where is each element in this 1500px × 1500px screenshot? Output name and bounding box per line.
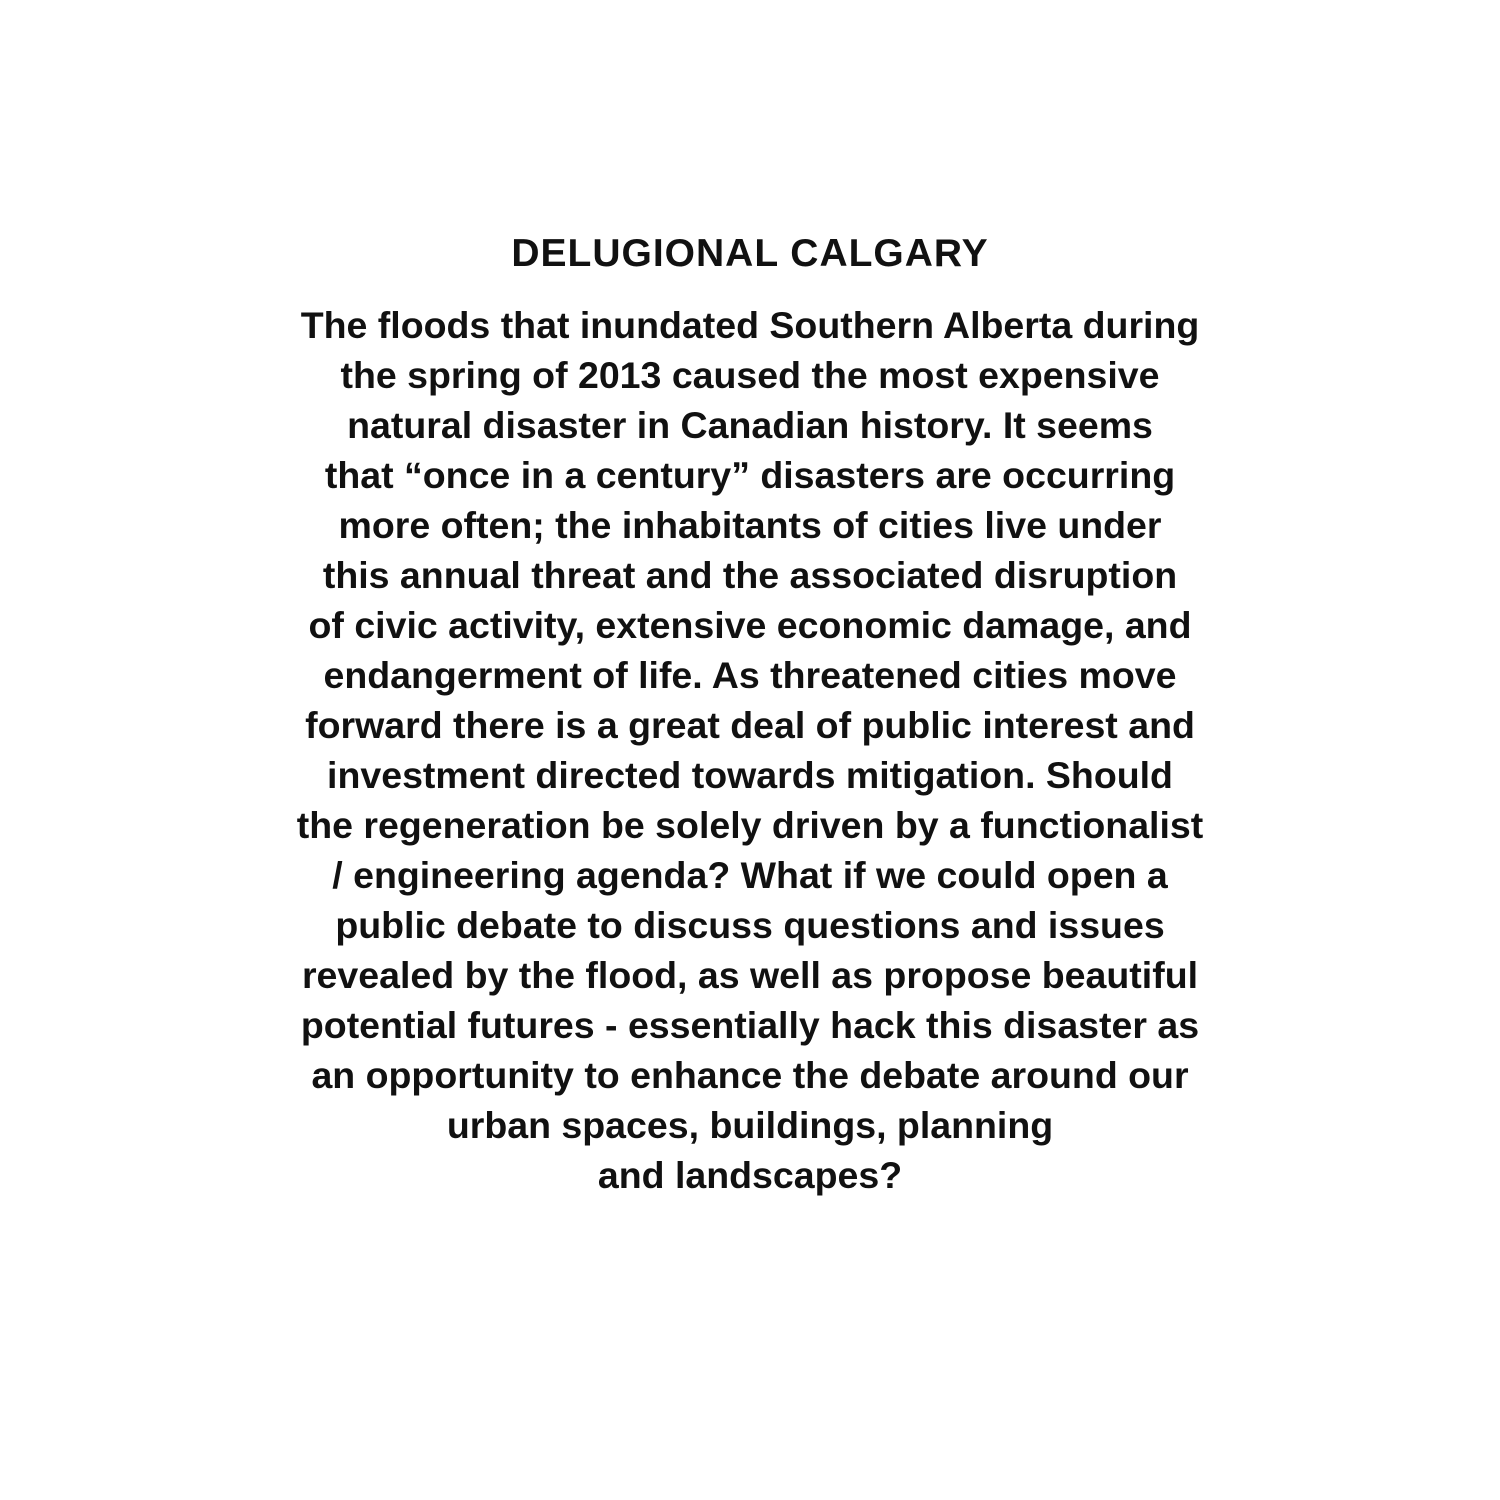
- body-line: / engineering agenda? What if we could open a: [332, 854, 1168, 896]
- body-line: the spring of 2013 caused the most expensive: [340, 354, 1160, 396]
- body-line: the regeneration be solely driven by a functionalist: [296, 804, 1204, 846]
- body-line: public debate to discuss questions and issues: [335, 904, 1165, 946]
- body-line: of civic activity, extensive economic damage, and: [308, 604, 1192, 646]
- body-line: urban spaces, buildings, planning: [446, 1104, 1054, 1146]
- body-paragraph: [0, 300, 1500, 1200]
- body-line: and landscapes?: [597, 1154, 903, 1196]
- body-line: more often; the inhabitants of cities live under: [338, 504, 1162, 546]
- body-line: this annual threat and the associated disruption: [322, 554, 1178, 596]
- body-line: revealed by the flood, as well as propose beautiful: [301, 954, 1199, 996]
- body-line: an opportunity to enhance the debate around our: [311, 1054, 1189, 1096]
- body-line: endangerment of life. As threatened cities move: [323, 654, 1177, 696]
- body-line: forward there is a great deal of public interest and: [305, 704, 1195, 746]
- body-line: natural disaster in Canadian history. It seems: [347, 404, 1153, 446]
- document-title: DELUGIONAL CALGARY: [511, 232, 989, 275]
- body-line: The floods that inundated Southern Alberta during: [300, 304, 1200, 346]
- body-line: investment directed towards mitigation. Should: [327, 754, 1173, 796]
- body-line: potential futures - essentially hack this disaster as: [300, 1004, 1200, 1046]
- body-line: that “once in a century” disasters are occurring: [324, 454, 1176, 496]
